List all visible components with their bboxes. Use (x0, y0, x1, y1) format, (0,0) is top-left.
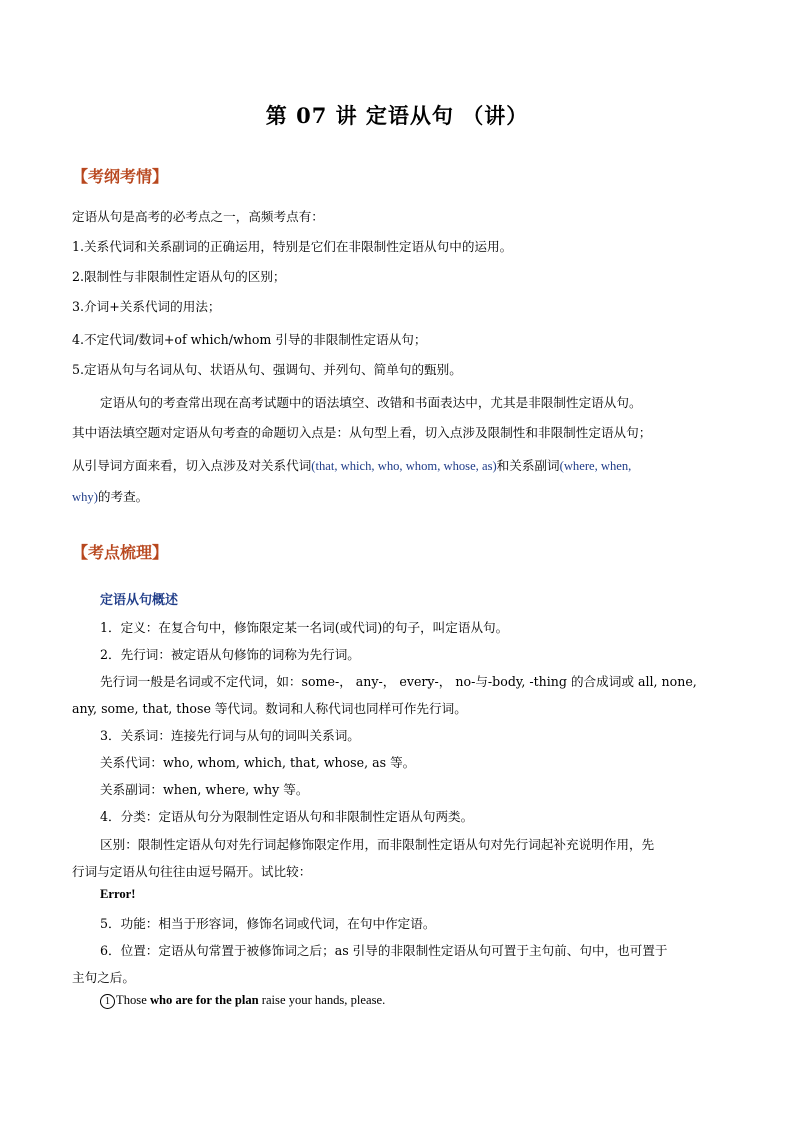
example-text: Those (116, 993, 150, 1007)
paragraph-line: 关系副词：when, where, why 等。 (100, 782, 309, 797)
paragraph-line (72, 486, 724, 505)
list-item: 2.限制性与非限制性定语从句的区别； (72, 269, 286, 284)
paragraph-line: 1．定义：在复合句中，修饰限定某一名词(或代词)的句子，叫定语从句。 (100, 620, 509, 635)
relative-pronouns-list: (that, which, who, whom, whose, as) (311, 459, 497, 473)
relative-adverbs-list: (where, when, (559, 459, 632, 473)
paragraph-line: 区别：限制性定语从句对先行词起修饰限定作用，而非限制性定语从句对先行词起补充说明作用，先 (100, 837, 655, 852)
paragraph-line: 关系代词：who, whom, which, that, whose, as 等。 (100, 755, 416, 770)
paragraph-line: any, some, that, those 等代词。数词和人称代词也同样可作先行词。 (72, 701, 467, 716)
list-item: 1.关系代词和关系副词的正确运用，特别是它们在非限制性定语从句中的运用。 (72, 239, 513, 254)
section-heading-key-points: 【考点梳理】 (72, 543, 169, 562)
paragraph-line: 定语从句的考查常出现在高考试题中的语法填空、改错和书面表达中，尤其是非限制性定语从句。 (100, 395, 642, 410)
page-title: 第 07 讲 定语从句 （讲） (265, 103, 529, 128)
list-item: 5.定语从句与名词从句、状语从句、强调句、并列句、简单句的甄别。 (72, 362, 462, 377)
relative-adverbs-list-end: why) (72, 490, 98, 504)
paragraph-line: 3．关系词：连接先行词与从句的词叫关系词。 (100, 728, 360, 743)
paragraph-line: 主句之后。 (72, 970, 135, 985)
list-item: 4.不定代词/数词+of which/whom 引导的非限制性定语从句； (72, 332, 427, 347)
paragraph-line: 行词与定语从句往往由逗号隔开。试比较： (72, 864, 312, 879)
example-text: raise your hands, please. (258, 993, 386, 1007)
paragraph-text: 从引导词方面来看，切入点涉及对关系代词 (72, 458, 312, 473)
example-clause: who are for the plan (149, 993, 259, 1007)
paragraph-line: 其中语法填空题对定语从句考查的命题切入点是：从句型上看，切入点涉及限制性和非限制性定语从句； (72, 425, 652, 440)
subheading-overview: 定语从句概述 (100, 593, 179, 608)
intro-text: 定语从句是高考的必考点之一，高频考点有： (72, 209, 324, 224)
paragraph-line: 4．分类：定语从句分为限制性定语从句和非限制性定语从句两类。 (100, 809, 474, 824)
paragraph-line: 6．位置：定语从句常置于被修饰词之后；as 引导的非限制性定语从句可置于主句前、句中，也可置于 (100, 943, 668, 958)
paragraph-line (72, 455, 724, 474)
paragraph-text: 的考查。 (97, 489, 149, 504)
paragraph-line: 2．先行词：被定语从句修饰的词称为先行词。 (100, 647, 360, 662)
paragraph-line: 5．功能：相当于形容词，修饰名词或代词，在句中作定语。 (100, 916, 436, 931)
section-heading-exam-outline: 【考纲考情】 (72, 167, 169, 186)
paragraph-line: 先行词一般是名词或不定代词，如：some-， any-， every-， no-与-body, -thing 的合成词或 all, none, (100, 674, 697, 689)
example-number-badge: 1 (100, 994, 115, 1009)
paragraph-text: 和关系副词 (496, 458, 560, 473)
example-sentence (100, 993, 724, 1009)
list-item: 3.介词+关系代词的用法； (72, 299, 221, 314)
error-text: Error! (100, 887, 136, 901)
